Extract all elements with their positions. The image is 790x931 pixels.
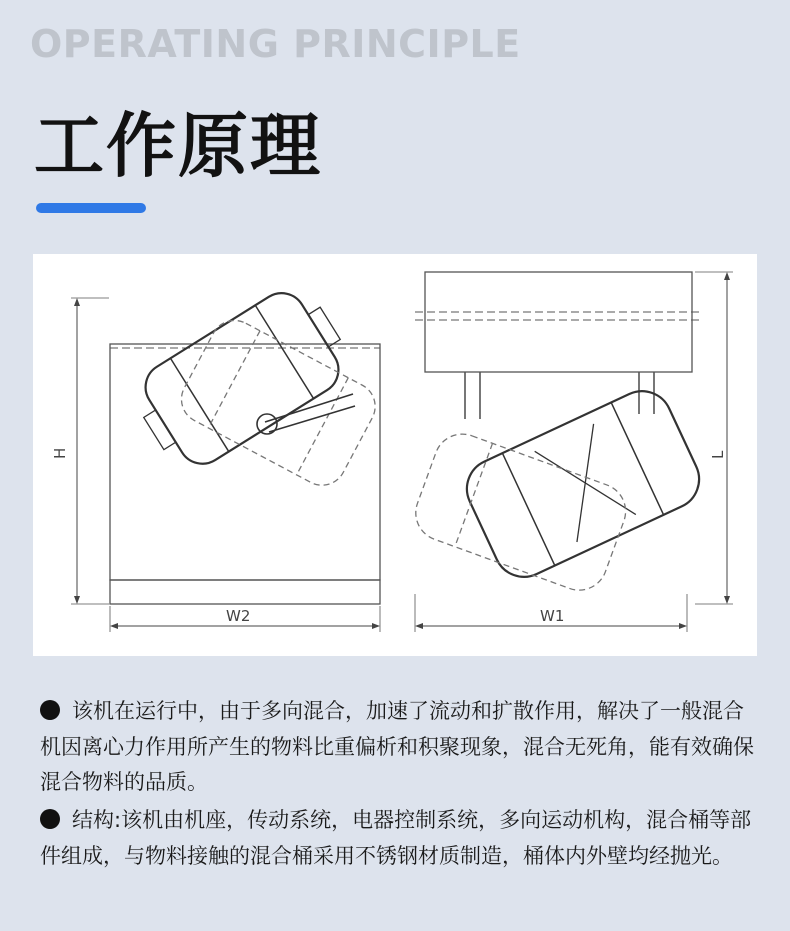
machine-base	[110, 580, 380, 604]
page-title: 工作原理	[34, 105, 322, 187]
bullet-icon	[40, 809, 60, 829]
dim-label-w2: W2	[226, 607, 251, 625]
top-frame	[425, 272, 692, 372]
dim-label-h: H	[51, 447, 69, 459]
side-view	[408, 272, 733, 632]
machine-body	[110, 344, 380, 580]
description-paragraph-2	[40, 803, 760, 874]
english-title: OPERATING PRINCIPLE	[30, 22, 521, 66]
front-view	[71, 277, 384, 632]
description-paragraph-1	[40, 694, 760, 801]
bullet-icon	[40, 700, 60, 720]
mixer-diagram	[33, 254, 757, 656]
paragraph-1-text: 该机在运行中，由于多向混合，加速了流动和扩散作用，解决了一般混合机因离心力作用所产生的物料比重偏析和积聚现象，混合无死角，能有效确保混合物料的品质。	[40, 699, 754, 794]
side-mixing-drum	[457, 381, 709, 586]
dim-label-l: L	[709, 450, 727, 459]
accent-bar	[36, 203, 146, 213]
paragraph-2-text: 结构:该机由机座，传动系统，电器控制系统，多向运动机构，混合桶等部件组成，与物料接触的混合桶采用不锈钢材质制造，桶体内外壁均经抛光。	[40, 808, 752, 868]
dim-label-w1: W1	[540, 607, 565, 625]
mixing-drum	[125, 277, 360, 481]
